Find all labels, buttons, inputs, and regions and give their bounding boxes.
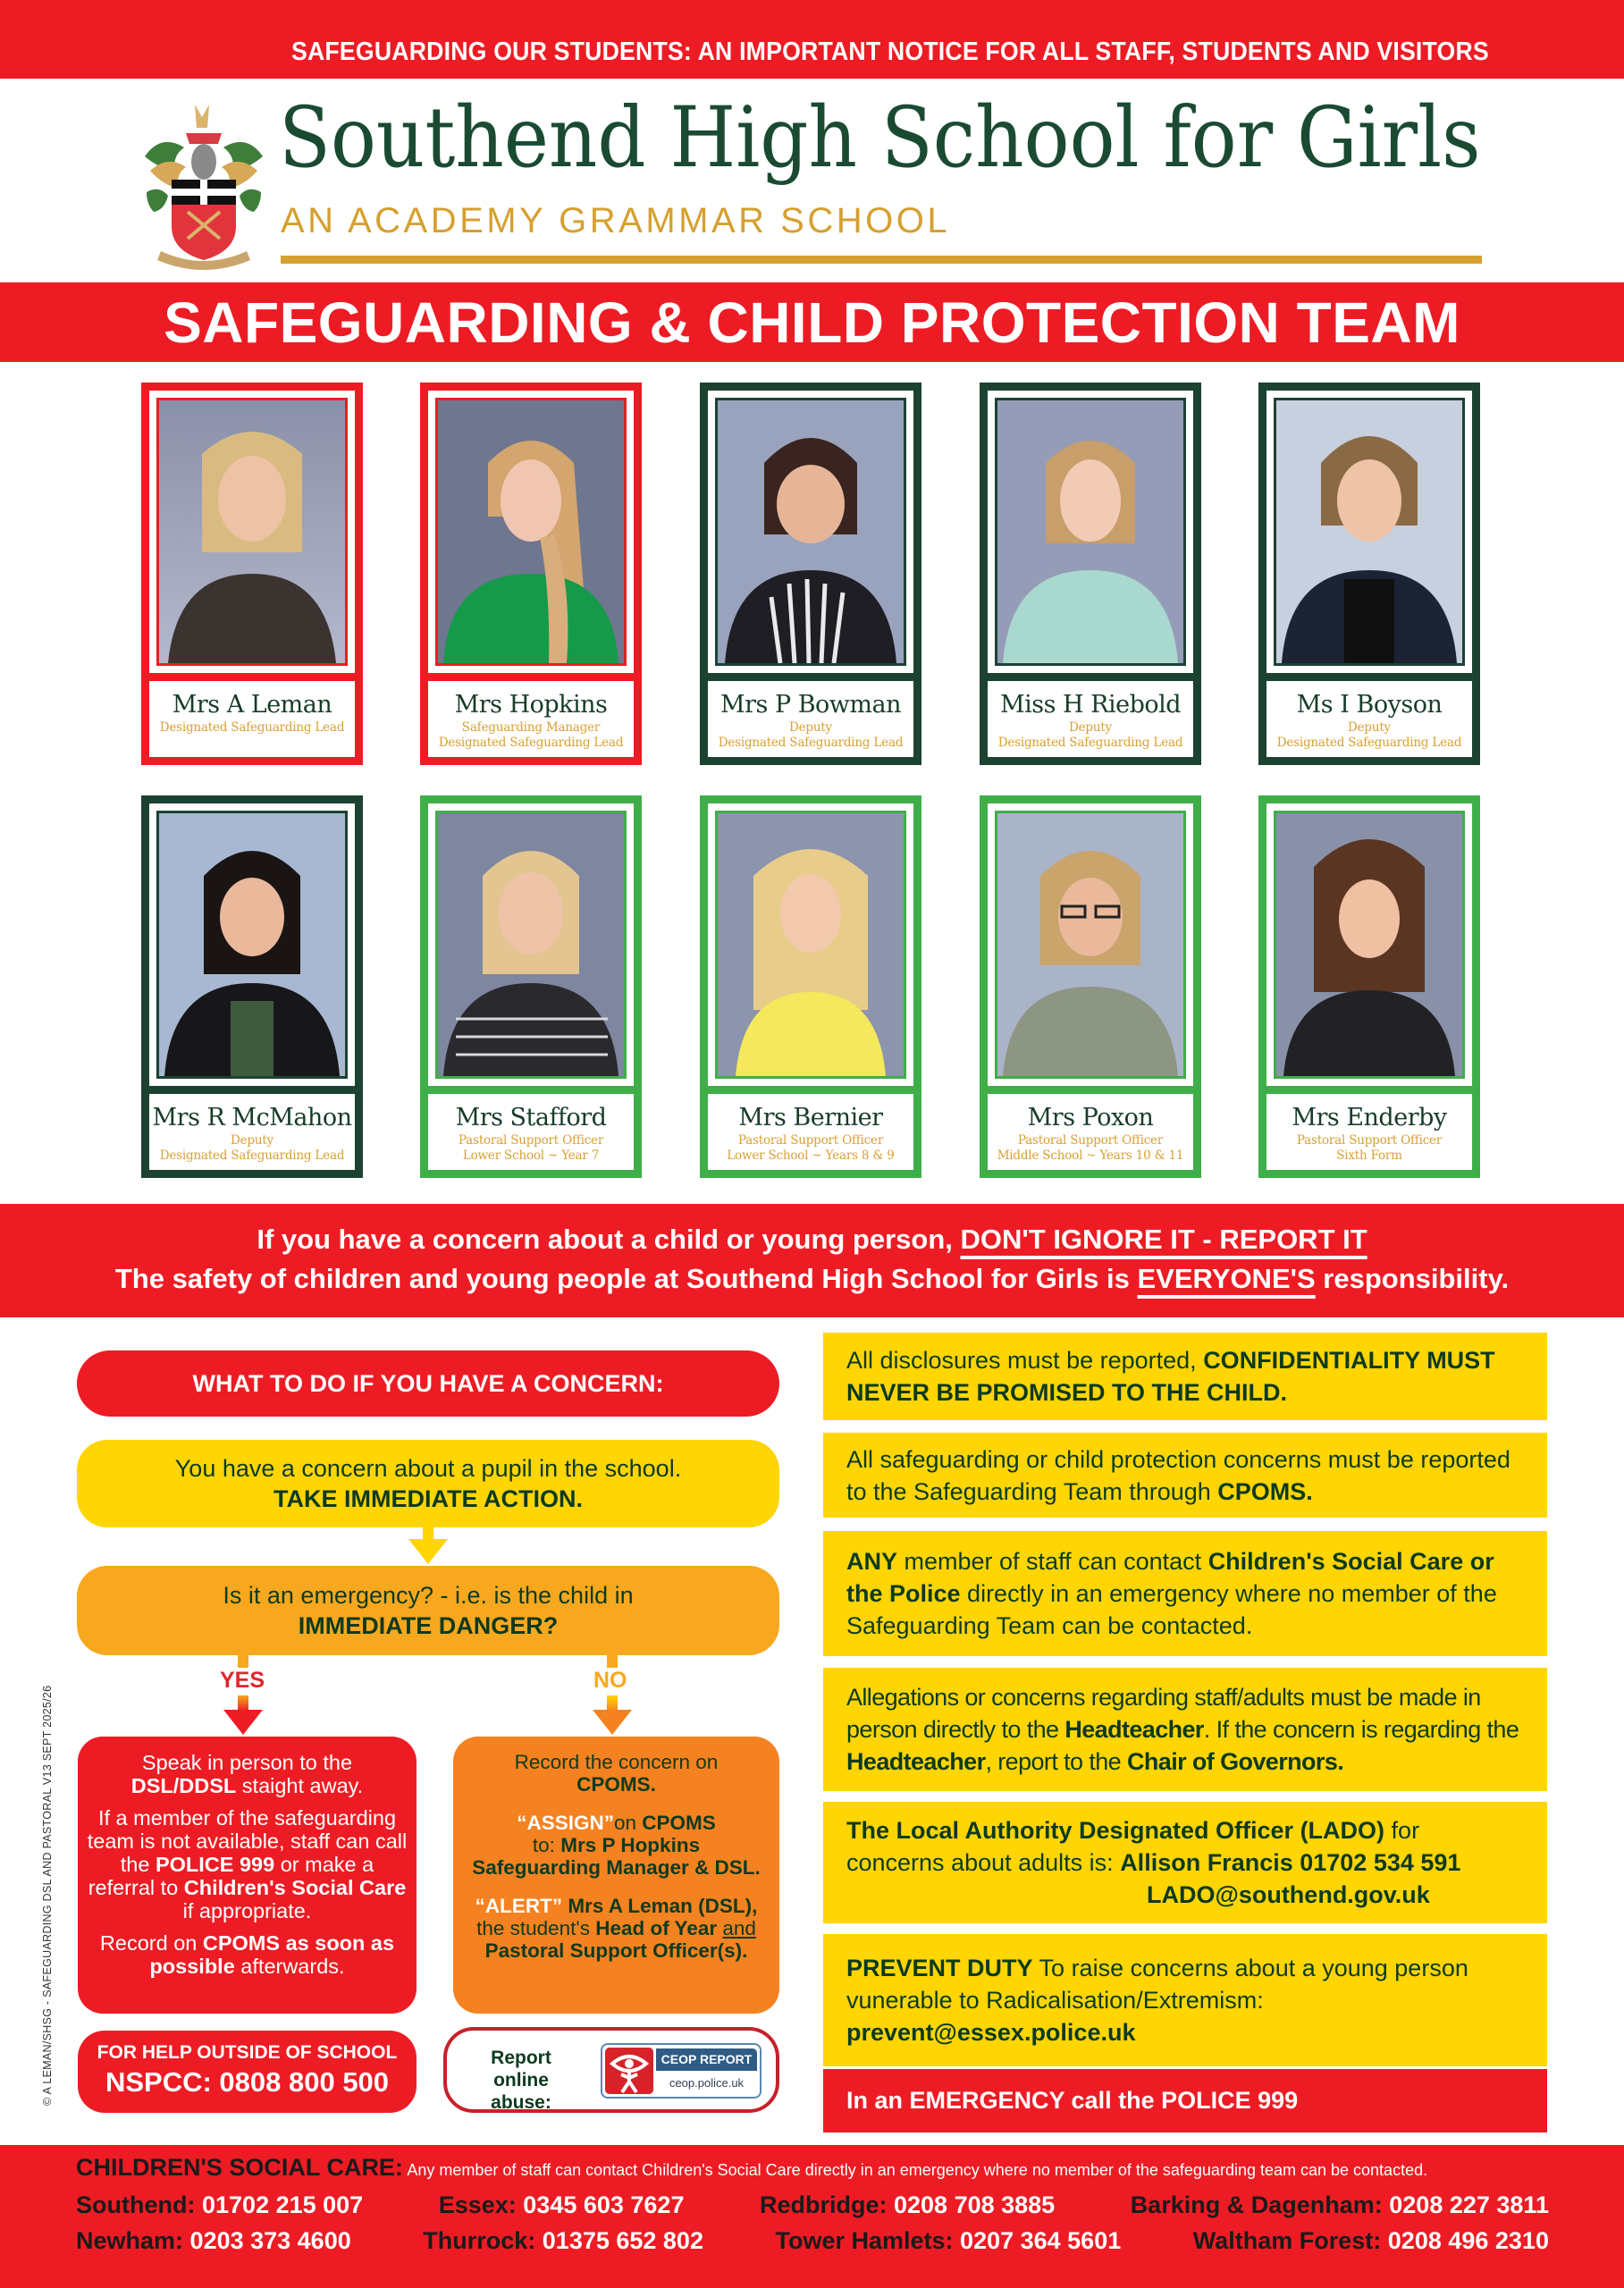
staff-caption [428,681,634,757]
yes-p2-text-2: or make a referral to [88,1853,374,1899]
staff-role: Pastoral Support Officer [1017,1133,1164,1148]
contact-southend [76,2191,363,2219]
yes-outcome-box [78,1737,417,2014]
no-p2-cpoms: CPOMS [642,1812,716,1834]
contact-area: Essex: [438,2191,517,2218]
info3-any: ANY [846,1548,898,1575]
flowchart-step-concern [77,1440,779,1527]
info1-bold: CONFIDENTIALITY MUST NEVER BE PROMISED TO THE CHILD. [846,1347,1495,1406]
contact-redbridge [760,2191,1055,2219]
contact-number: 0345 603 7627 [523,2191,685,2218]
info3-bold: Children's Social Care or the Police [846,1548,1494,1607]
staff-role: Pastoral Support Officer [458,1133,604,1148]
card-divider [141,673,363,681]
yes-para-2 [87,1806,408,1922]
contact-number: 0208 708 3885 [894,2191,1056,2218]
yes-p1-text-2: staight away. [236,1774,364,1797]
ceop-eye-icon [605,2048,653,2094]
info3-text-2: directly in an emergency where no member of the Safeguarding Team can be contacted. [846,1580,1497,1639]
no-para-3 [460,1895,772,1962]
info6-text: To raise concerns about a young person vunerable to Radicalisation/Extremism: [846,1955,1468,2014]
staff-role: Deputy [1068,720,1112,735]
notice-bar [0,0,1624,79]
yes-p3-text: Record on [99,1931,203,1955]
info6-title: PREVENT DUTY [846,1955,1033,1981]
footer-description: Any member of staff can contact Children's Social Care directly in an emergency where no member of the safeguarding team can be contacted. [407,2161,1428,2179]
staff-photo-frame [1274,398,1465,666]
card-divider [980,673,1201,681]
staff-card [141,383,363,765]
yes-p2-social-care: Children's Social Care [183,1876,407,1899]
yes-p2-police: POLICE 999 [155,1853,275,1876]
step-emergency-bold: IMMEDIATE DANGER? [298,1612,559,1639]
staff-name: Mrs A Leman [172,691,332,719]
no-p3-head-of-year: Head of Year [595,1917,718,1939]
staff-name: Ms I Boyson [1296,691,1443,719]
staff-photo [159,400,345,663]
yes-p2-text: If a member of the safeguarding team is not available, staff can call the [87,1806,408,1876]
no-p2-to: to: [532,1834,561,1856]
staff-name: Mrs Poxon [1027,1104,1154,1131]
staff-caption [149,1094,355,1170]
staff-caption [1266,1094,1472,1170]
info5-contact: Allison Francis 01702 534 591 [1120,1849,1461,1876]
staff-card [700,795,921,1178]
contact-area: Thurrock: [423,2227,536,2254]
info4-text: Allegations or concerns regarding staff/adults must be made in person directly to the [846,1684,1481,1743]
staff-card [420,383,642,765]
staff-photo-frame [156,398,348,666]
no-p3-name: Mrs A Leman (DSL), [562,1895,758,1917]
report-it-banner [0,1204,1624,1317]
contact-newham [76,2227,351,2255]
staff-role: Pastoral Support Officer [1296,1133,1443,1148]
staff-name: Mrs Enderby [1292,1104,1447,1131]
contact-area: Southend: [76,2191,196,2218]
contact-area: Tower Hamlets: [775,2227,954,2254]
notice-text: SAFEGUARDING OUR STUDENTS: AN IMPORTANT NOTICE FOR ALL STAFF, STUDENTS AND VISITORS [291,38,1489,66]
contact-number: 0207 364 5601 [960,2227,1122,2254]
nspcc-helpline [78,2031,417,2113]
gold-divider [281,256,1482,264]
staff-card [1258,795,1480,1178]
info-allegations [823,1668,1547,1791]
staff-role-2: Designated Safeguarding Lead [438,736,624,750]
info4-headteacher-2: Headteacher [846,1748,986,1775]
info4-text-2: . If the concern is regarding the [1203,1716,1519,1743]
contact-thurrock [423,2227,703,2255]
staff-photo-frame [156,811,348,1079]
staff-role-2: Middle School ~ Years 10 & 11 [997,1148,1184,1163]
no-arrow-stem [607,1655,618,1668]
yes-p3-bold: CPOMS as soon as possible [149,1931,395,1978]
info-lado [823,1802,1547,1923]
contact-area: Barking & Dagenham: [1130,2191,1383,2218]
yes-arrow-stem [238,1655,248,1668]
staff-name: Miss H Riebold [999,691,1182,719]
no-label: NO [593,1668,627,1693]
no-p2-assign: “ASSIGN” [517,1812,614,1834]
info5-email-link[interactable]: LADO@southend.gov.uk [1147,1881,1430,1908]
yes-p1-bold: DSL/DDSL [130,1774,237,1797]
info6-email-link[interactable]: prevent@essex.police.uk [846,2019,1136,2046]
staff-photo-frame [715,811,906,1079]
contact-area: Waltham Forest: [1192,2227,1382,2254]
flowchart-heading-text: WHAT TO DO IF YOU HAVE A CONCERN: [192,1369,664,1397]
staff-caption [149,681,355,757]
info5-text: for concerns about adults is: [846,1817,1420,1876]
flowchart-step-emergency [77,1566,779,1655]
banner-line-2-emphasis: EVERYONE'S [1137,1263,1316,1294]
banner-line-2-suffix: responsibility. [1315,1263,1510,1294]
flowchart-heading [77,1350,779,1417]
card-divider [141,1086,363,1094]
contact-number: 0208 496 2310 [1387,2227,1549,2254]
contact-area: Redbridge: [759,2191,888,2218]
card-divider [420,673,642,681]
staff-photo [438,813,624,1076]
staff-role-2: Lower School ~ Year 7 [462,1148,600,1163]
ceop-badge-title: CEOP REPORT [656,2048,757,2071]
team-banner [0,282,1624,362]
contact-number: 01375 652 802 [542,2227,703,2254]
yes-p3-text-2: afterwards. [234,1955,345,1978]
staff-caption [988,681,1193,757]
info-any-staff [823,1531,1547,1656]
no-p3-and: and [722,1917,756,1939]
yes-para-1 [87,1751,408,1797]
emergency-text: In an EMERGENCY call the POLICE 999 [846,2087,1299,2114]
school-name: Southend High School for Girls [279,89,1481,187]
staff-photo [997,400,1183,663]
staff-photo-frame [995,398,1186,666]
staff-role-2: Sixth Form [1336,1148,1402,1163]
staff-photo-frame [995,811,1186,1079]
ceop-report-box[interactable] [443,2027,779,2113]
no-p3-alert: “ALERT” [475,1895,563,1917]
yes-para-3 [87,1931,408,1978]
nspcc-number: NSPCC: 0808 800 500 [105,2066,390,2098]
ceop-label: Report online abuse: [491,2048,551,2113]
contact-tower-hamlets [775,2227,1121,2255]
ceop-url-link[interactable]: ceop.police.uk [669,2076,745,2090]
staff-caption [428,1094,634,1170]
info2-text: All safeguarding or child protection concerns must be reported to the Safeguarding Team through [846,1445,1510,1505]
staff-photo [1276,400,1462,663]
staff-photo-frame [1274,811,1465,1079]
no-p2-name: Mrs P Hopkins [560,1834,701,1856]
card-divider [700,1086,921,1094]
staff-photo [718,813,904,1076]
no-p3-text: the student's [476,1917,596,1939]
staff-role-2: Designated Safeguarding Lead [159,1148,345,1163]
no-p2-on: on [613,1812,643,1834]
info4-text-3: , report to the [985,1748,1127,1775]
emergency-bar [823,2069,1547,2132]
contact-area: Newham: [76,2227,184,2254]
contact-waltham-forest [1193,2227,1549,2255]
no-p1-bold: CPOMS. [576,1773,656,1796]
staff-card [700,383,921,765]
info1-text: All disclosures must be reported, [846,1347,1204,1374]
banner-line-2-text: The safety of children and young people at Southend High School for Girls is [114,1263,1138,1294]
copyright-note: © A LEMAN/SHSG - SAFEGUARDING DSL AND PASTORAL V13 SEPT 2025/26 [41,1685,54,2106]
step-concern-text: You have a concern about a pupil in the school. [174,1455,682,1482]
staff-card [1258,383,1480,765]
step-emergency-text: Is it an emergency? - i.e. is the child in [223,1582,634,1609]
card-divider [700,673,921,681]
staff-card [980,795,1201,1178]
staff-card [141,795,363,1178]
yes-p2-text-3: if appropriate. [182,1899,312,1922]
staff-caption [708,1094,913,1170]
info4-chair: Chair of Governors. [1126,1748,1344,1775]
footer-title: CHILDREN'S SOCIAL CARE: [76,2154,403,2181]
card-divider [980,1086,1201,1094]
staff-role-2: Designated Safeguarding Lead [1276,736,1462,750]
banner-line-1 [0,1220,1624,1259]
staff-name: Mrs Hopkins [454,691,608,719]
team-banner-title: SAFEGUARDING & CHILD PROTECTION TEAM [164,290,1460,355]
yes-arrow-icon [223,1710,263,1735]
staff-photo-frame [435,398,627,666]
no-outcome-box [453,1737,779,2014]
staff-photo [718,400,904,663]
no-para-2 [460,1812,772,1879]
info2-bold: CPOMS. [1217,1477,1313,1505]
staff-role: Safeguarding Manager [461,720,601,735]
no-p3-pso: Pastoral Support Officer(s). [484,1939,748,1962]
school-subtitle: AN ACADEMY GRAMMAR SCHOOL [281,201,951,240]
contact-number: 0208 227 3811 [1389,2191,1549,2218]
staff-card [420,795,642,1178]
nspcc-label: FOR HELP OUTSIDE OF SCHOOL [97,2042,398,2063]
no-p2-role: Safeguarding Manager & DSL. [472,1856,761,1879]
social-care-footer [0,2145,1624,2288]
staff-card [980,383,1201,765]
staff-photo-frame [435,811,627,1079]
arrow-stem [423,1527,433,1540]
step-concern-bold: TAKE IMMEDIATE ACTION. [273,1485,583,1512]
info3-text: member of staff can contact [897,1548,1208,1575]
card-divider [420,1086,642,1094]
contact-number: 01702 215 007 [202,2191,364,2218]
staff-photo [1276,813,1462,1076]
staff-role: Deputy [1347,720,1391,735]
school-crest-icon [141,103,266,274]
staff-role: Pastoral Support Officer [737,1133,884,1148]
arrow-down-icon [408,1539,448,1564]
contact-number: 0203 373 4600 [189,2227,351,2254]
footer-contacts-row-2 [76,2227,1549,2255]
staff-role-2: Designated Safeguarding Lead [997,736,1183,750]
banner-line-1-text: If you have a concern about a child or young person, [257,1224,961,1255]
staff-role: Designated Safeguarding Lead [159,720,345,735]
yes-p1-text: Speak in person to the [141,1751,353,1774]
info4-headteacher: Headteacher [1064,1716,1204,1743]
staff-name: Mrs Stafford [455,1104,607,1131]
ceop-report-button[interactable] [601,2043,762,2099]
staff-caption [708,681,913,757]
staff-name: Mrs R McMahon [152,1104,352,1131]
card-divider [1258,673,1480,681]
no-arrow-icon [593,1710,632,1735]
staff-caption [1266,681,1472,757]
staff-role-2: Lower School ~ Years 8 & 9 [727,1148,895,1163]
banner-line-1-emphasis: DON'T IGNORE IT - REPORT IT [960,1224,1367,1255]
staff-photo [997,813,1183,1076]
footer-contacts-row-1 [76,2191,1549,2219]
staff-photo-frame [715,398,906,666]
staff-photo [438,400,624,663]
staff-role-2: Designated Safeguarding Lead [718,736,904,750]
staff-photo [159,813,345,1076]
info-prevent [823,1934,1547,2066]
no-p1-text: Record the concern on [514,1751,719,1773]
contact-essex [439,2191,685,2219]
staff-role: Deputy [788,720,832,735]
banner-line-2 [0,1259,1624,1299]
footer-heading [76,2154,1427,2182]
yes-label: YES [220,1668,265,1693]
no-para-1 [460,1751,772,1796]
info-cpoms [823,1433,1547,1518]
staff-name: Mrs Bernier [738,1104,883,1131]
info5-lado-title: The Local Authority Designated Officer (LADO) [846,1817,1385,1844]
staff-name: Mrs P Bowman [719,691,902,719]
staff-caption [988,1094,1193,1170]
staff-role: Deputy [230,1133,273,1148]
info-confidentiality [823,1333,1547,1420]
contact-barking-dagenham [1131,2191,1549,2219]
card-divider [1258,1086,1480,1094]
